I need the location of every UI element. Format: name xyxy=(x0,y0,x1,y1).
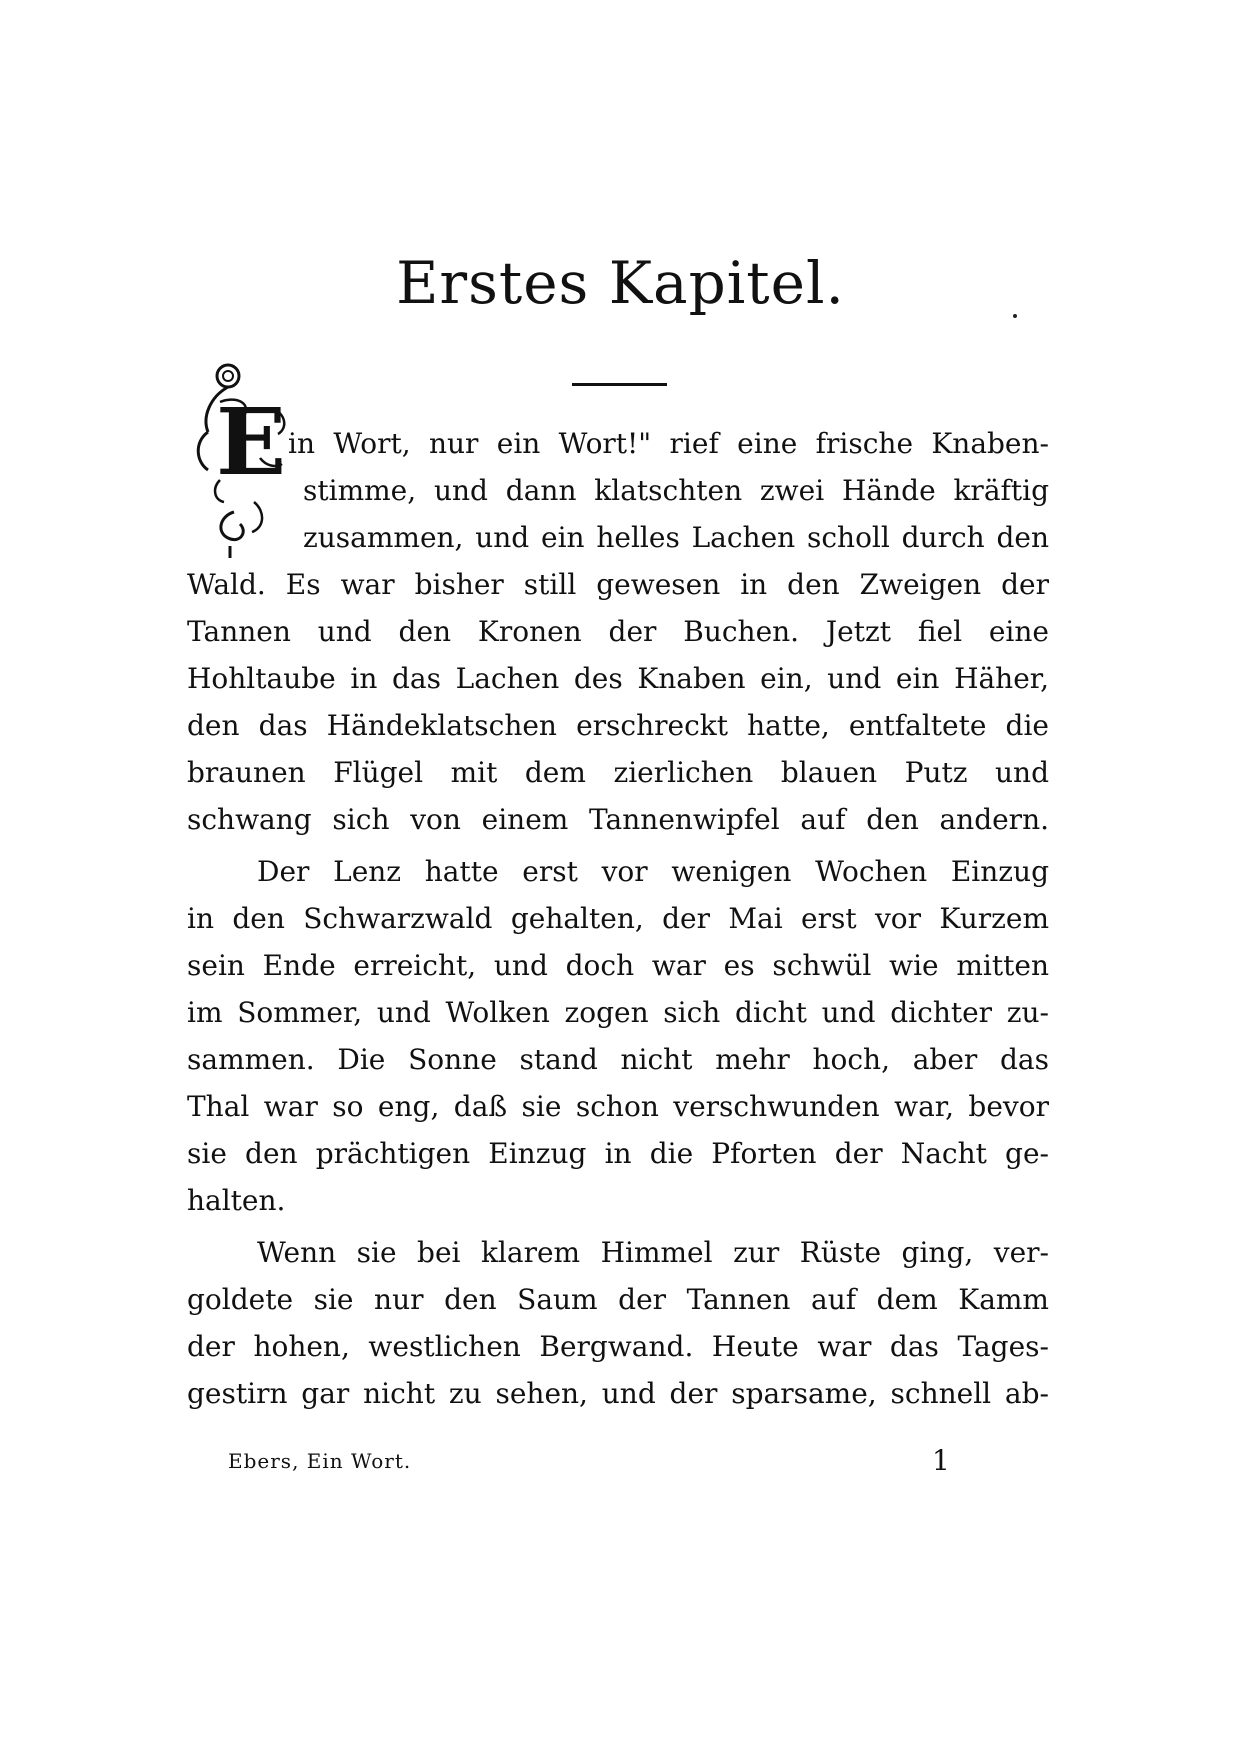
text-line: goldete sie nur den Saum der Tannen auf dem Kamm xyxy=(187,1283,1049,1316)
text-line: stimme, und dann klatschten zwei Hände kräftig xyxy=(303,474,1049,507)
text-line: Wald. Es war bisher still gewesen in den Zweigen der xyxy=(187,568,1049,601)
text-line: Tannen und den Kronen der Buchen. Jetzt fiel eine xyxy=(187,615,1049,648)
initial-letter: E xyxy=(216,388,287,496)
page-number: 1 xyxy=(932,1444,950,1477)
text-line: in Wort, nur ein Wort!" rief eine frische Knaben- xyxy=(288,427,1049,460)
text-line: zusammen, und ein helles Lachen scholl durch den xyxy=(303,521,1049,554)
text-line: halten. xyxy=(187,1184,286,1217)
text-line: Hohltaube in das Lachen des Knaben ein, und ein Häher, xyxy=(187,662,1049,695)
speck-mark xyxy=(1013,314,1017,318)
text-line: sein Ende erreicht, und doch war es schwül wie mitten xyxy=(187,949,1049,982)
text-line: Wenn sie bei klarem Himmel zur Rüste ging, ver- xyxy=(257,1236,1049,1269)
text-line: in den Schwarzwald gehalten, der Mai erst vor Kurzem xyxy=(187,902,1049,935)
text-line: gestirn gar nicht zu sehen, und der sparsame, schnell ab- xyxy=(187,1377,1049,1410)
ornamental-initial-e xyxy=(190,362,302,562)
text-line: den das Händeklatschen erschreckt hatte, entfaltete die xyxy=(187,709,1049,742)
text-line: Der Lenz hatte erst vor wenigen Wochen Einzug xyxy=(257,855,1049,888)
text-line: Thal war so eng, daß sie schon verschwunden war, bevor xyxy=(187,1090,1049,1123)
chapter-title: Erstes Kapitel. xyxy=(396,249,845,317)
text-line: sammen. Die Sonne stand nicht mehr hoch, aber das xyxy=(187,1043,1049,1076)
title-rule xyxy=(572,383,667,386)
text-line: im Sommer, und Wolken zogen sich dicht und dichter zu- xyxy=(187,996,1049,1029)
text-line: sie den prächtigen Einzug in die Pforten der Nacht ge- xyxy=(187,1137,1049,1170)
footer-signature: Ebers, Ein Wort. xyxy=(228,1449,412,1473)
text-line: schwang sich von einem Tannenwipfel auf den andern. xyxy=(187,803,1049,836)
text-line: braunen Flügel mit dem zierlichen blauen Putz und xyxy=(187,756,1049,789)
text-line: der hohen, westlichen Bergwand. Heute war das Tages- xyxy=(187,1330,1049,1363)
